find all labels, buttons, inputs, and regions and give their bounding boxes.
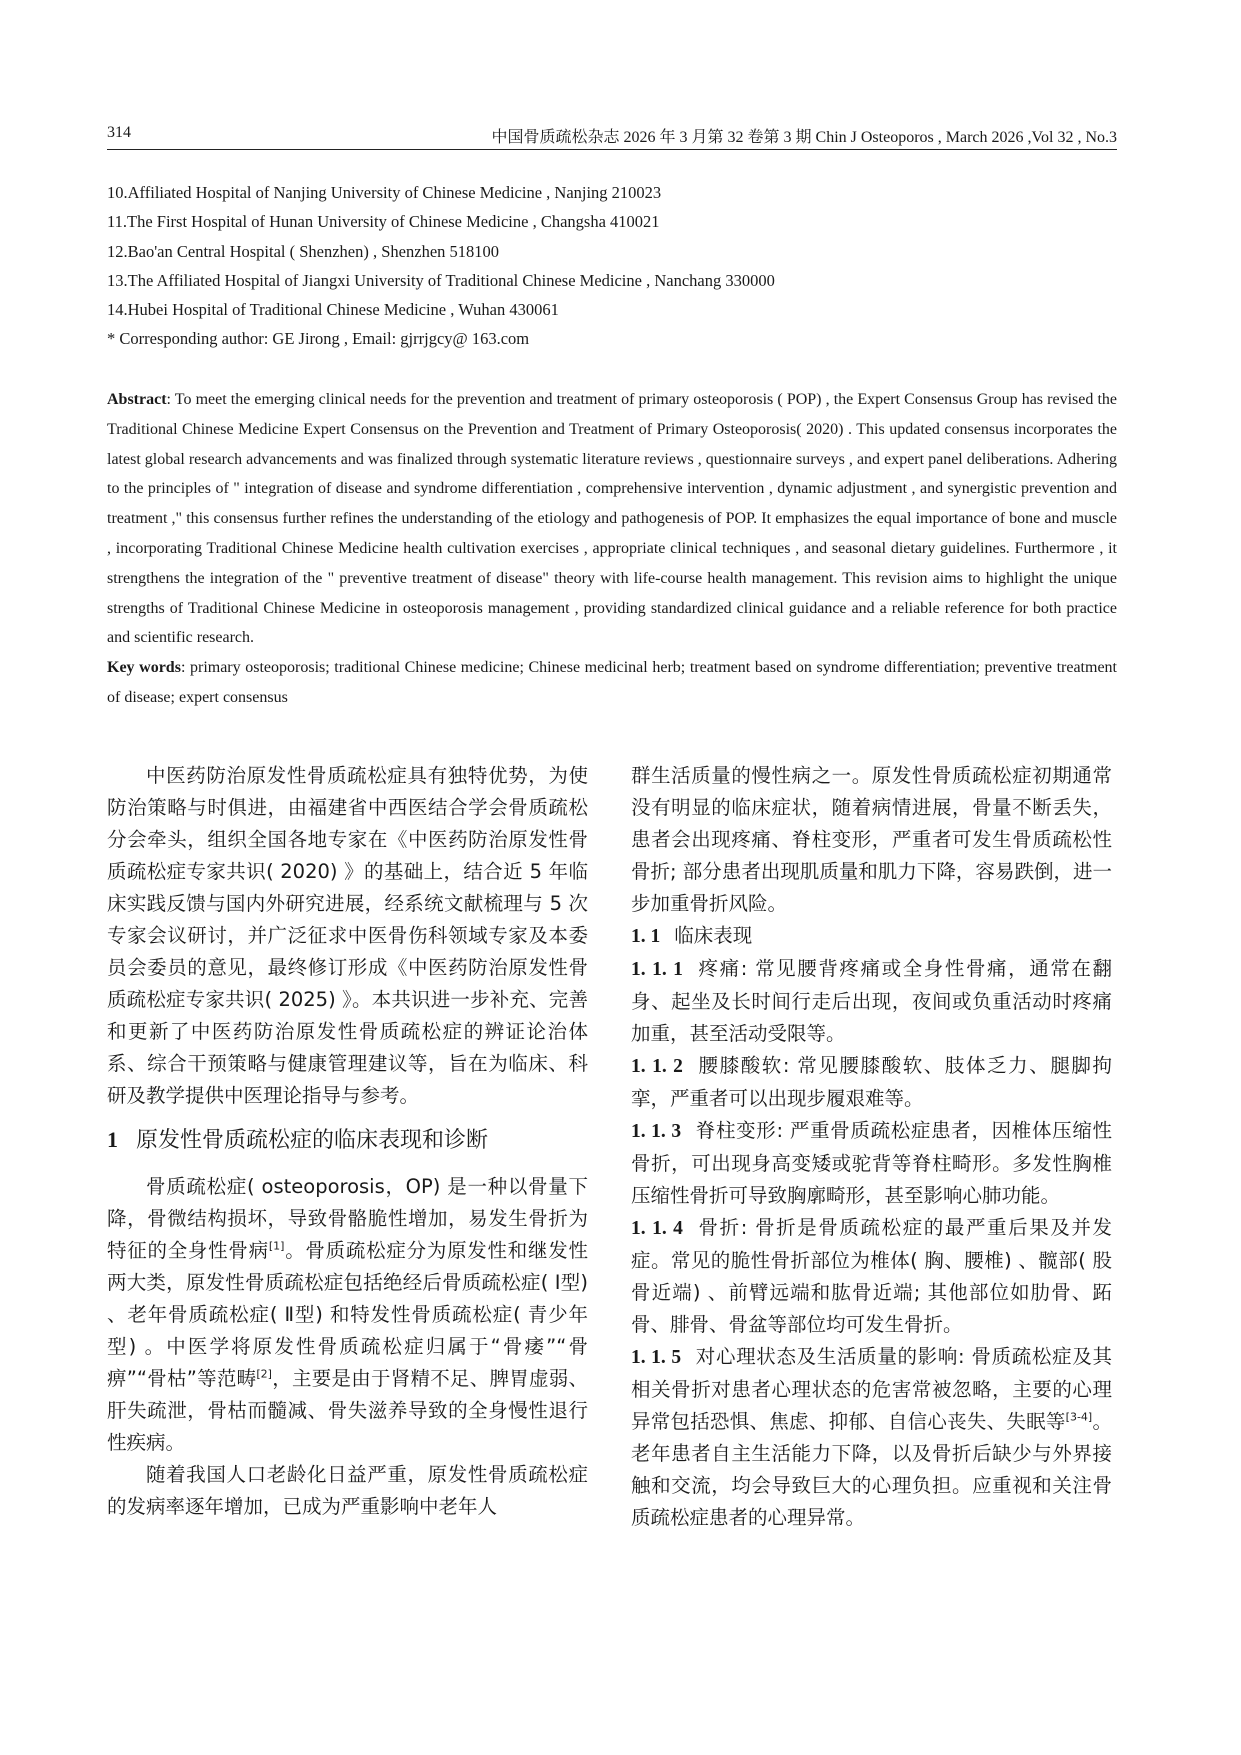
body-paragraph: 随着我国人口老龄化日益严重，原发性骨质疏松症的发病率逐年增加，已成为严重影响中老年人 bbox=[107, 1463, 588, 1518]
clinical-item bbox=[631, 1050, 1112, 1115]
affiliation-list bbox=[107, 178, 1117, 354]
journal-citation: 中国骨质疏松杂志 2026 年 3 月第 32 卷第 3 期 Chin J Osteoporos , March 2026 ,Vol 32 , No.3 bbox=[491, 129, 1117, 146]
right-column bbox=[631, 760, 1112, 1534]
item-text: 。老年患者自主生活能力下降，以及骨折后缺少与外界接触和交流，均会导致巨大的心理负担。应重视和关注骨质疏松症患者的心理异常。 bbox=[631, 1410, 1112, 1529]
subsection-heading bbox=[631, 920, 1112, 953]
affiliation-line: 13.The Affiliated Hospital of Jiangxi University of Traditional Chinese Medicine , Nanchang 330000 bbox=[107, 270, 775, 290]
clinical-item bbox=[631, 1341, 1112, 1534]
abstract-body bbox=[107, 385, 1117, 653]
paragraph-text: ，主要是由于肾精不足、脾胃虚弱、肝失疏泄，骨枯而髓减、骨失滋养导致的全身慢性退行性疾病。 bbox=[107, 1367, 588, 1454]
running-head bbox=[107, 118, 1117, 150]
clinical-item bbox=[631, 1212, 1112, 1341]
keywords-label: Key words bbox=[107, 659, 181, 677]
clinical-item bbox=[631, 1115, 1112, 1212]
subsection-number: 1. 1 bbox=[631, 926, 661, 947]
item-text: 疼痛: 常见腰背疼痛或全身性骨痛，通常在翻身、起坐及长时间行走后出现，夜间或负重活动时疼痛加重，甚至活动受限等。 bbox=[631, 957, 1112, 1045]
item-text: 脊柱变形: 严重骨质疏松症患者，因椎体压缩性骨折，可出现身高变矮或驼背等脊柱畸形。多发性胸椎压缩性骨折可导致胸廓畸形，甚至影响心肺功能。 bbox=[631, 1119, 1113, 1207]
subsection-title: 临床表现 bbox=[674, 924, 753, 947]
item-number: 1. 1. 4 bbox=[631, 1218, 683, 1239]
citation-ref: [1] bbox=[268, 1239, 285, 1253]
section-number: 1 bbox=[107, 1127, 118, 1152]
abstract bbox=[107, 385, 1117, 713]
citation-ref: [2] bbox=[256, 1367, 272, 1381]
intro-paragraph: 中医药防治原发性骨质疏松症具有独特优势，为使防治策略与时俱进，由福建省中西医结合学会骨质疏松分会牵头，组织全国各地专家在《中医药防治原发性骨质疏松症专家共识( 2020) 》的基础上，结合近 5 年临床实践反馈与国内外研究进展，经系统文献梳理与 5 次专家会议研讨，并广泛征求中医骨伤科领域专家及本委员会委员的意见，最终修订形成《中医药防治原发性骨质疏松症专家共识( 2025) 》。本共识进一步补充、完善和更新了中医药防治原发性骨质疏松症的辨证论治体系、综合干预策略与健康管理建议等，旨在为临床、科研及教学提供中医理论指导与参考。 bbox=[107, 764, 588, 1107]
left-column bbox=[107, 760, 588, 1523]
abstract-label: Abstract bbox=[107, 391, 167, 408]
page-number: 314 bbox=[107, 124, 131, 141]
paragraph-text: 骨质疏松症( osteoporosis，OP) 是一种以骨量下降，骨微结构损坏，导致骨骼脆性增加，易发生骨折为特征的全身性骨病 bbox=[107, 1175, 588, 1262]
affiliation-line: 14.Hubei Hospital of Traditional Chinese Medicine , Wuhan 430061 bbox=[107, 300, 559, 320]
keywords bbox=[107, 653, 1117, 713]
item-text: 腰膝酸软: 常见腰膝酸软、肢体乏力、腿脚拘挛，严重者可以出现步履艰难等。 bbox=[631, 1054, 1112, 1110]
affiliation-line: 12.Bao'an Central Hospital ( Shenzhen) , Shenzhen 518100 bbox=[107, 241, 500, 261]
item-text: 对心理状态及生活质量的影响: 骨质疏松症及其相关骨折对患者心理状态的危害常被忽略，主要的心理异常包括恐惧、焦虑、抑郁、自信心丧失、失眠等 bbox=[631, 1345, 1113, 1433]
body-paragraph: 群生活质量的慢性病之一。原发性骨质疏松症初期通常没有明显的临床症状，随着病情进展，骨量不断丢失，患者会出现疼痛、脊柱变形，严重者可发生骨质疏松性骨折; 部分患者出现肌质量和肌力下降，容易跌倒，进一步加重骨折风险。 bbox=[631, 764, 1112, 915]
item-text: 骨折: 骨折是骨质疏松症的最严重后果及并发症。常见的脆性骨折部位为椎体( 胸、腰椎) 、髋部( 股骨近端) 、前臂远端和肱骨近端; 其他部位如肋骨、跖骨、腓骨、骨盆等部位均可发生骨折。 bbox=[631, 1216, 1112, 1336]
affiliation-line: 10.Affiliated Hospital of Nanjing University of Chinese Medicine , Nanjing 210023 bbox=[107, 183, 662, 202]
section-title: 原发性骨质疏松症的临床表现和诊断 bbox=[136, 1128, 489, 1153]
item-number: 1. 1. 5 bbox=[631, 1347, 682, 1368]
citation-ref: [3-4] bbox=[1065, 1410, 1093, 1424]
item-number: 1. 1. 2 bbox=[631, 1056, 683, 1077]
affiliation-line: 11.The First Hospital of Hunan University of Chinese Medicine , Changsha 410021 bbox=[107, 212, 660, 232]
section-heading bbox=[107, 1122, 588, 1159]
keywords-text: : primary osteoporosis; traditional Chinese medicine; Chinese medicinal herb; treatment based on syndrome differentiation; preventive treatment of disease; expert consensus bbox=[107, 659, 1117, 706]
item-number: 1. 1. 3 bbox=[631, 1121, 682, 1142]
item-number: 1. 1. 1 bbox=[631, 959, 683, 980]
corresponding-author: * Corresponding author: GE Jirong , Email: gjrrjgcy@ 163.com bbox=[107, 329, 530, 349]
body-paragraph bbox=[107, 1171, 588, 1459]
header-rule bbox=[107, 149, 1117, 150]
paragraph-text: 。骨质疏松症分为原发性和继发性两大类，原发性骨质疏松症包括绝经后骨质疏松症( Ⅰ型) 、老年骨质疏松症( Ⅱ型) 和特发性骨质疏松症( 青少年型) 。中医学将原发性骨质疏松症归属于“骨痿”“骨痹”“骨枯”等范畴 bbox=[107, 1239, 588, 1390]
clinical-item bbox=[631, 953, 1112, 1050]
abstract-text: : To meet the emerging clinical needs for the prevention and treatment of primary osteoporosis ( POP) , the Expert Consensus Group has revised the Traditional Chinese Medicine Expert Consensus on the Prevention and Treatment of Primary Osteoporosis( 2020) . This updated consensus incorporates the latest global research advancements and was finalized through systematic literature reviews , questionnaire surveys , and expert panel deliberations. Adhering to the principles of " integration of disease and syndrome differentiation , comprehensive intervention , dynamic adjustment , and synergistic prevention and treatment ," this consensus further refines the understanding of the etiology and pathogenesis of POP. It emphasizes the equal importance of bone and muscle , incorporating Traditional Chinese Medicine health cultivation exercises , appropriate clinical techniques , and seasonal dietary guidelines. Furthermore , it strengthens the integration of the " preventive treatment of disease" theory with life-course health management. This revision aims to highlight the unique strengths of Traditional Chinese Medicine in osteoporosis management , providing standardized clinical guidance and a reliable reference for both practice and scientific research. bbox=[107, 391, 1117, 647]
